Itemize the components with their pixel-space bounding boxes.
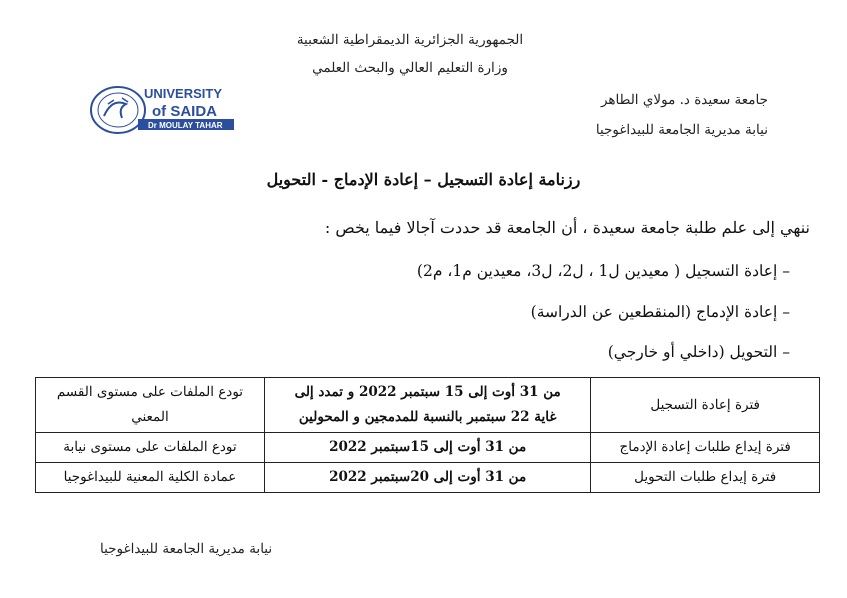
header-ministry: وزارة التعليم العالي والبحث العلمي <box>312 60 508 76</box>
page-title: رزنامة إعادة التسجيل – إعادة الإدماج - التحويل <box>266 170 581 189</box>
note-cell: عمادة الكلية المعنية للبيداغوجيا <box>36 463 265 493</box>
table-row <box>36 463 820 493</box>
bullet-reintegration: – إعادة الإدماج (المنقطعين عن الدراسة) <box>530 303 790 321</box>
schedule-table <box>35 377 820 493</box>
dates-line: غاية 22 سبتمبر بالنسبة للمدمجين و المحولين <box>298 409 557 425</box>
table-row <box>36 378 820 433</box>
period-cell: فترة إعادة التسجيل <box>591 378 820 433</box>
header-university: جامعة سعيدة د. مولاي الطاهر <box>600 92 768 108</box>
university-logo <box>88 82 240 138</box>
note-line: تودع الملفات على مستوى القسم <box>56 384 244 400</box>
note-line: المعني <box>131 409 169 425</box>
dates-line: من 31 أوت إلى 15 سبتمبر 2022 و تمدد إلى <box>294 384 561 400</box>
table-row <box>36 433 820 463</box>
logo-line2: of SAIDA <box>152 103 217 120</box>
dates-cell: من 31 أوت إلى 15سبتمبر 2022 <box>264 433 590 463</box>
footer-signature <box>100 541 340 557</box>
note-cell: تودع الملفات على مستوى نيابة <box>36 433 265 463</box>
period-cell: فترة إيداع طلبات التحويل <box>591 463 820 493</box>
note-cell <box>36 378 265 433</box>
dates-cell: من 31 أوت إلى 20سبتمبر 2022 <box>264 463 590 493</box>
header-directorate: نيابة مديرية الجامعة للبيداغوجيا <box>595 122 768 138</box>
bullet-transfer: – التحويل (داخلي أو خارجي) <box>607 343 790 361</box>
footer-signature-text: نيابة مديرية الجامعة للبيداغوجيا <box>100 541 273 557</box>
dates-cell <box>264 378 590 433</box>
logo-line1: UNIVERSITY <box>144 86 223 101</box>
logo-line3: Dr MOULAY TAHAR <box>148 121 223 130</box>
bullet-reregistration: – إعادة التسجيل ( معيدين ل1 ، ل2، ل3، معيدين م1، م2) <box>416 262 790 280</box>
period-cell: فترة إيداع طلبات إعادة الإدماج <box>591 433 820 463</box>
intro-text: ننهي إلى علم طلبة جامعة سعيدة ، أن الجامعة قد حددت آجالا فيما يخص : <box>324 218 810 237</box>
header-republic: الجمهورية الجزائرية الديمقراطية الشعبية <box>296 32 524 48</box>
